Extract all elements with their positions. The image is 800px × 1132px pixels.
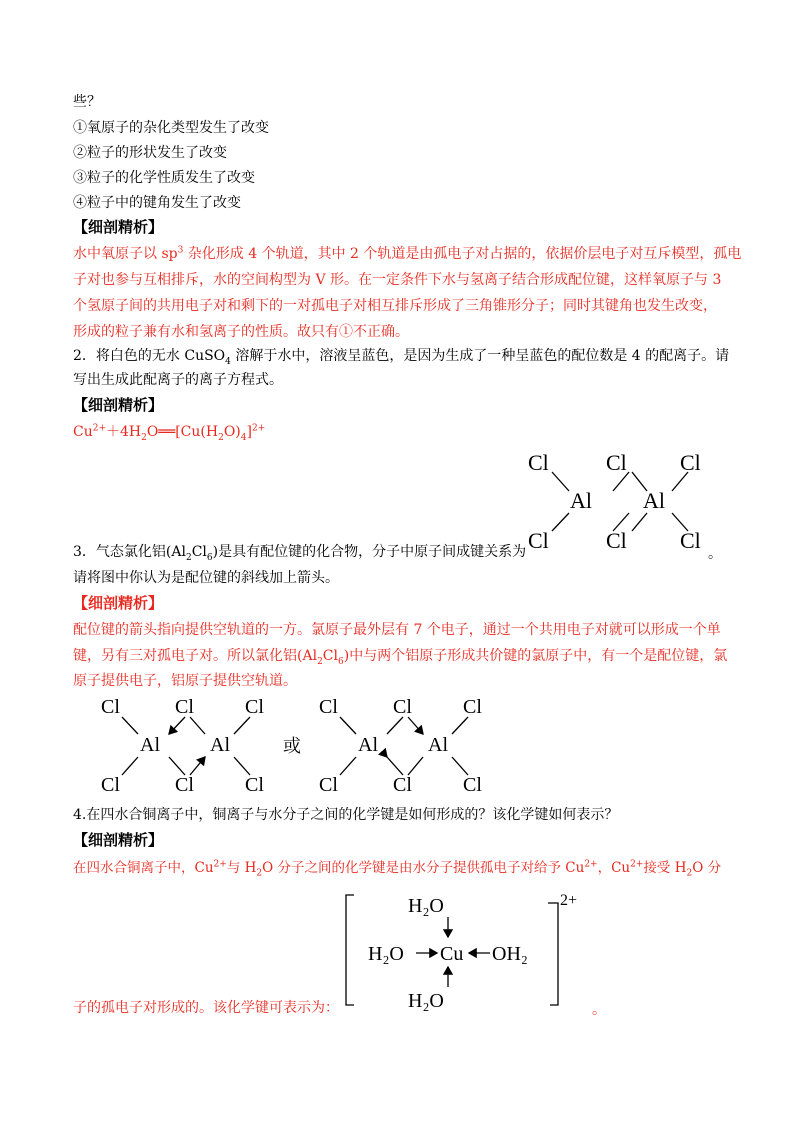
q4-analysis-header: 【细剖精析】 xyxy=(73,831,164,849)
atom-cl: Cl xyxy=(101,696,120,718)
q1-option-1: ①氧原子的杂化类型发生了改变 xyxy=(73,120,269,136)
ligand-top: H₂O xyxy=(408,895,444,917)
atom-cl: Cl xyxy=(393,774,412,796)
q2-question-line-1: 2．将白色的无水 CuSO$_4$ 溶解于水中，溶液呈蓝色，是因为生成了一种呈蓝色的配位数是 4 的配离子。请 xyxy=(73,348,730,367)
atom-al: Al xyxy=(210,734,230,756)
atom-al: Al xyxy=(428,734,448,756)
atom-cl: Cl xyxy=(101,774,120,796)
al2cl6-answer-diagrams xyxy=(95,693,515,798)
atom-cl: Cl xyxy=(245,774,264,796)
q2-question-line-2: 写出生成此配离子的离子方程式。 xyxy=(73,372,283,388)
al2cl6-structure xyxy=(520,448,720,558)
q1-option-4: ④粒子中的键角发生了改变 xyxy=(73,195,241,211)
atom-cl: Cl xyxy=(606,528,627,553)
ligand-bottom: H₂O xyxy=(408,990,444,1012)
copper-center: Cu xyxy=(440,943,464,965)
atom-cl: Cl xyxy=(175,774,194,796)
q1-option-3: ③粒子的化学性质发生了改变 xyxy=(73,170,255,186)
atom-al: Al xyxy=(358,734,378,756)
atom-cl: Cl xyxy=(680,528,701,553)
atom-al: Al xyxy=(140,734,160,756)
atom-cl: Cl xyxy=(319,696,338,718)
q1-analysis-header: 【细剖精析】 xyxy=(73,218,164,236)
q4-answer-line-2: 子的孤电子对形成的。该化学键可表示为： xyxy=(73,1000,339,1016)
coordinate-bond-arrow xyxy=(169,717,185,734)
atom-cl: Cl xyxy=(463,696,482,718)
q4-question: 4.在四水合铜离子中，铜离子与水分子之间的化学键是如何形成的？该化学键如何表示？ xyxy=(73,807,619,823)
q1-answer-line-4: 形成的粒子兼有水和氢离子的性质。故只有①不正确。 xyxy=(73,324,409,340)
atom-cl: Cl xyxy=(175,696,194,718)
q1-option-2: ②粒子的形状发生了改变 xyxy=(73,145,227,161)
coordinate-bond-arrow xyxy=(408,717,423,734)
atom-cl: Cl xyxy=(393,696,412,718)
q2-analysis-header: 【细剖精析】 xyxy=(73,396,164,414)
atom-al: Al xyxy=(570,488,592,513)
complex-charge: 2+ xyxy=(560,892,578,909)
atom-cl: Cl xyxy=(528,450,549,475)
q3-question-line-2: 请将图中你认为是配位键的斜线加上箭头。 xyxy=(73,570,339,586)
cu-h2o4-complex xyxy=(340,885,600,1015)
q4-answer-line-1: 在四水合铜离子中，$Cu^{2+}$与 $H_2O$ 分子之间的化学键是由水分子提供孤电子对给予 $Cu^{2+}$，$Cu^{2+}$接受 $H_2O$ 分 xyxy=(73,859,722,879)
coordinate-bond-arrow xyxy=(387,757,403,775)
q1-answer-line-1: 水中氧原子以 $sp^3$ 杂化形成 4 个轨道，其中 2 个轨道是由孤电子对占据的，依据价层电子对互斥模型，孤电 xyxy=(73,245,742,262)
q3-answer-line-3: 原子提供电子，铝原子提供空轨道。 xyxy=(73,673,297,689)
atom-cl: Cl xyxy=(245,696,264,718)
ligand-right: OH₂ xyxy=(492,943,528,965)
atom-cl: Cl xyxy=(606,450,627,475)
q1-answer-line-2: 子对也参与互相排斥，水的空间构型为 V 形。在一定条件下水与氢离子结合形成配位键，这样氧原子与 3 xyxy=(73,272,722,288)
q1-answer-line-3: 个氢原子间的共用电子对和剩下的一对孤电子对相互排斥形成了三角锥形分子；同时其键角也发生改变， xyxy=(73,298,717,314)
coordinate-bond-arrow xyxy=(190,757,205,775)
q3-question-line-1: 3．气态氯化铝$(Al_2Cl_6)$是具有配位键的化合物，分子中原子间成键关系为 xyxy=(73,544,527,563)
atom-cl: Cl xyxy=(680,450,701,475)
atom-al: Al xyxy=(643,488,665,513)
or-word: 或 xyxy=(283,736,301,757)
atom-cl: Cl xyxy=(463,774,482,796)
atom-cl: Cl xyxy=(528,528,549,553)
ligand-left: H₂O xyxy=(368,943,404,965)
q2-equation: $Cu^{2+}+4H_2O══[Cu(H_2O)_4]^{2+}$ xyxy=(73,423,266,443)
q4-answer-period: 。 xyxy=(592,1002,606,1018)
atom-cl: Cl xyxy=(319,774,338,796)
q3-answer-line-2: 键，另有三对孤电子对。所以氯化铝$(Al_2Cl_6)$中与两个铝原子形成共价键的氯原子中，有一个是配位键，氯 xyxy=(73,648,728,667)
q3-period: 。 xyxy=(708,546,722,562)
q1-tail: 些？ xyxy=(73,94,101,110)
q3-analysis-header: 【细剖精析】 xyxy=(73,594,164,612)
q3-answer-line-1: 配位键的箭头指向提供空轨道的一方。氯原子最外层有 7 个电子，通过一个共用电子对就可以形成一个单 xyxy=(73,622,721,638)
